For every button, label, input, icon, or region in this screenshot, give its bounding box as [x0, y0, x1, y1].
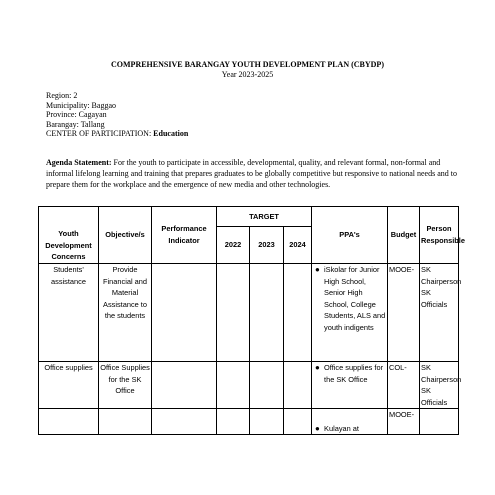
- ppa-text: Kulayan at: [324, 423, 359, 433]
- table-row: [39, 264, 459, 362]
- agenda-statement: [46, 157, 466, 190]
- center-value: Education: [153, 129, 189, 139]
- cell-2023: [250, 264, 284, 362]
- municipality-line: Municipality: Baggao: [46, 100, 116, 110]
- table-row: [39, 409, 459, 435]
- header-person: Person Responsible: [420, 207, 459, 264]
- cell-2022: [217, 409, 250, 435]
- center-of-participation-line: [46, 129, 188, 139]
- cell-2023: [250, 362, 284, 409]
- header-target: TARGET: [217, 207, 312, 227]
- cell-objective: Provide Financial and Material Assistance to the students: [99, 264, 152, 362]
- header-objectives: Objective/s: [99, 207, 152, 264]
- plan-table: [38, 206, 465, 435]
- header-concerns: Youth Development Concerns: [39, 207, 99, 264]
- cell-2022: [217, 264, 250, 362]
- document-title: COMPREHENSIVE BARANGAY YOUTH DEVELOPMENT PLAN (CBYDP): [111, 60, 384, 69]
- cell-concern: Students' assistance: [39, 264, 99, 362]
- center-label: CENTER OF PARTICIPATION:: [46, 129, 154, 139]
- cell-budget: COL-: [388, 362, 420, 409]
- cell-concern: Office supplies: [39, 362, 99, 409]
- agenda-text: For the youth to participate in accessible, developmental, quality, and relevant formal, non-formal and informal lifelong learning and training that prepares graduates to be globally competitive but responsive to national needs and to prepare them for the workplace and the emergence of new media and other technologies.: [46, 158, 457, 189]
- cell-2024: [284, 362, 312, 409]
- barangay-line: Barangay: Tallang: [46, 119, 105, 129]
- bullet-icon: ●: [315, 265, 320, 274]
- ppa-text: iSkolar for Junior High School, Senior High School, College Students, ALS and youth indigents: [324, 265, 386, 332]
- province-line: Province: Cagayan: [46, 110, 107, 120]
- cell-2024: [284, 409, 312, 435]
- header-indicator: Performance Indicator: [152, 207, 217, 264]
- ppa-text: Office supplies for the SK Office: [324, 363, 384, 384]
- bullet-icon: ●: [315, 363, 320, 372]
- cell-person: [420, 409, 459, 435]
- cell-ppa: [312, 409, 388, 435]
- location-info: [46, 91, 188, 139]
- header-ppas: PPA's: [312, 207, 388, 264]
- header-year-2023: 2023: [250, 227, 284, 264]
- cell-indicator: [152, 409, 217, 435]
- cell-indicator: [152, 362, 217, 409]
- header-row-1: [39, 207, 459, 227]
- cell-indicator: [152, 264, 217, 362]
- cell-budget: MOOE-: [388, 409, 420, 435]
- region-line: Region: 2: [46, 91, 78, 100]
- agenda-label: Agenda Statement:: [46, 158, 112, 167]
- cell-objective: [99, 409, 152, 435]
- cell-person: SK Chairperson SK Officials: [420, 362, 459, 409]
- header-year-2024: 2024: [284, 227, 312, 264]
- table-row: [39, 362, 459, 409]
- header-budget: Budget: [388, 207, 420, 264]
- cell-2024: [284, 264, 312, 362]
- cell-objective: Office Supplies for the SK Office: [99, 362, 152, 409]
- cell-2022: [217, 362, 250, 409]
- document-year: Year 2023-2025: [221, 70, 274, 79]
- cell-person: SK Chairperson SK Officials: [420, 264, 459, 362]
- cell-2023: [250, 409, 284, 435]
- cell-concern: [39, 409, 99, 435]
- bullet-icon: ●: [315, 423, 320, 433]
- header-year-2022: 2022: [217, 227, 250, 264]
- cell-ppa: [312, 264, 388, 362]
- cell-ppa: [312, 362, 388, 409]
- cell-budget: MOOE-: [388, 264, 420, 362]
